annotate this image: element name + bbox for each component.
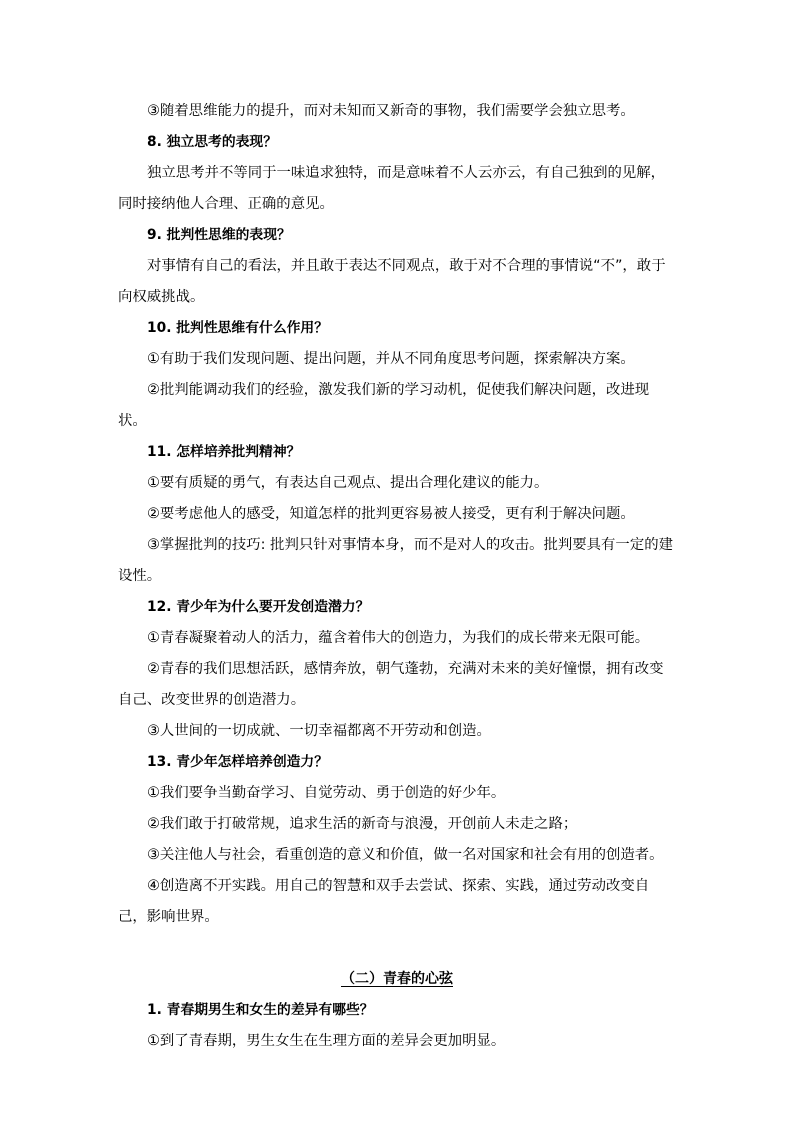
section-title-text: （二）青春的心弦 bbox=[341, 971, 453, 987]
answer-paragraph: ①要有质疑的勇气，有表达自己观点、提出合理化建议的能力。 bbox=[147, 475, 549, 491]
answer-paragraph: 对事情有自己的看法，并且敢于表达不同观点，敢于对不合理的事情说“不”，敢于向权威挑战。 bbox=[118, 258, 666, 305]
answer-paragraph: ①我们要争当勤奋学习、自觉劳动、勇于创造的好少年。 bbox=[147, 785, 506, 801]
answer-paragraph: ①到了青春期，男生女生在生理方面的差异会更加明显。 bbox=[147, 1033, 506, 1049]
answer-paragraph: ③随着思维能力的提升，而对未知而又新奇的事物，我们需要学会独立思考。 bbox=[147, 103, 635, 119]
answer-paragraph: ①青春凝聚着动人的活力，蕴含着伟大的创造力，为我们的成长带来无限可能。 bbox=[147, 630, 650, 646]
answer-paragraph: ③人世间的一切成就、一切幸福都离不开劳动和创造。 bbox=[147, 723, 491, 739]
answer-paragraph: 独立思考并不等同于一味追求独特，而是意味着不人云亦云，有自己独到的见解，同时接纳他人合理、正确的意见。 bbox=[118, 165, 666, 212]
answer-paragraph: ②青春的我们思想活跃，感情奔放，朝气蓬勃，充满对未来的美好憧憬，拥有改变自己、改变世界的创造潜力。 bbox=[118, 661, 664, 708]
question-heading: 9. 批判性思维的表现？ bbox=[147, 227, 291, 243]
qa-list bbox=[118, 96, 676, 933]
document-body bbox=[118, 96, 676, 1057]
answer-paragraph: ②批判能调动我们的经验，激发我们新的学习动机，促使我们解决问题，改进现状。 bbox=[118, 382, 650, 429]
question-heading: 13. 青少年怎样培养创造力？ bbox=[147, 754, 329, 770]
question-heading: 8. 独立思考的表现？ bbox=[147, 134, 278, 150]
answer-paragraph: ②我们敢于打破常规，追求生活的新奇与浪漫，开创前人未走之路； bbox=[147, 816, 578, 832]
qa-list-section-2 bbox=[118, 995, 676, 1057]
answer-paragraph: ③关注他人与社会，看重创造的意义和价值，做一名对国家和社会有用的创造者。 bbox=[147, 847, 664, 863]
question-heading: 11. 怎样培养批判精神？ bbox=[147, 444, 301, 460]
question-heading: 10. 批判性思维有什么作用？ bbox=[147, 320, 329, 336]
answer-paragraph: ④创造离不开实践。用自己的智慧和双手去尝试、探索、实践，通过劳动改变自己，影响世界。 bbox=[118, 878, 650, 925]
answer-paragraph: ②要考虑他人的感受，知道怎样的批判更容易被人接受，更有利于解决问题。 bbox=[147, 506, 635, 522]
question-heading: 1. 青春期男生和女生的差异有哪些？ bbox=[147, 1002, 374, 1018]
answer-paragraph: ①有助于我们发现问题、提出问题，并从不同角度思考问题，探索解决方案。 bbox=[147, 351, 635, 367]
answer-paragraph: ③掌握批判的技巧: 批判只针对事情本身，而不是对人的攻击。批判要具有一定的建设性。 bbox=[118, 537, 673, 584]
question-heading: 12. 青少年为什么要开发创造潜力？ bbox=[147, 599, 370, 615]
section-title bbox=[118, 964, 676, 995]
